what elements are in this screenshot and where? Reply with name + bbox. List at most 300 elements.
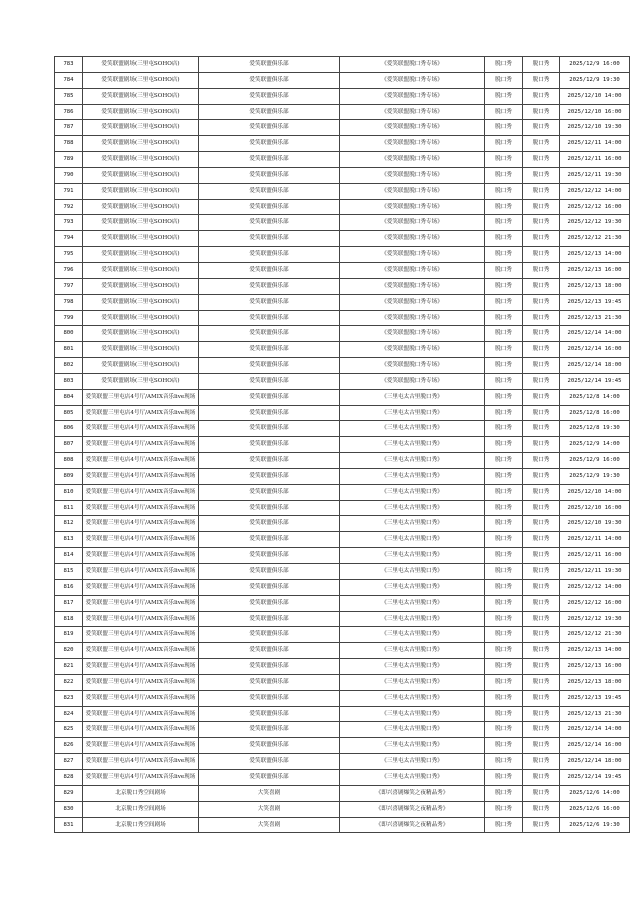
table-row xyxy=(55,120,630,136)
table-row xyxy=(55,659,630,675)
cell-show-title: 《即兴喜剧爆笑之夜精品秀》 xyxy=(340,785,485,801)
cell-datetime: 2025/12/13 21:30 xyxy=(560,706,630,722)
cell-venue: 爱笑联盟剧场(三里屯SOHO店) xyxy=(83,88,199,104)
table-row xyxy=(55,72,630,88)
schedule-table-body xyxy=(55,57,630,833)
cell-genre: 脱口秀 xyxy=(523,167,560,183)
cell-datetime: 2025/12/12 21:30 xyxy=(560,231,630,247)
cell-datetime: 2025/12/11 19:30 xyxy=(560,167,630,183)
cell-datetime: 2025/12/13 14:00 xyxy=(560,643,630,659)
cell-show-title: 《爱笑联盟脱口秀专场》 xyxy=(340,136,485,152)
cell-organizer: 大笑喜剧 xyxy=(199,801,340,817)
cell-organizer: 爱笑联盟俱乐部 xyxy=(199,659,340,675)
cell-datetime: 2025/12/11 14:00 xyxy=(560,136,630,152)
table-row xyxy=(55,437,630,453)
cell-genre: 脱口秀 xyxy=(523,231,560,247)
table-row xyxy=(55,247,630,263)
cell-show-title: 《三里屯太古里脱口秀》 xyxy=(340,564,485,580)
cell-category: 脱口秀 xyxy=(485,548,523,564)
cell-organizer: 爱笑联盟俱乐部 xyxy=(199,310,340,326)
cell-organizer: 爱笑联盟俱乐部 xyxy=(199,262,340,278)
cell-organizer: 爱笑联盟俱乐部 xyxy=(199,754,340,770)
cell-datetime: 2025/12/11 16:00 xyxy=(560,548,630,564)
cell-row-number: 801 xyxy=(55,342,83,358)
cell-show-title: 《爱笑联盟脱口秀专场》 xyxy=(340,247,485,263)
cell-show-title: 《三里屯太古里脱口秀》 xyxy=(340,405,485,421)
table-row xyxy=(55,468,630,484)
cell-organizer: 爱笑联盟俱乐部 xyxy=(199,72,340,88)
cell-organizer: 爱笑联盟俱乐部 xyxy=(199,579,340,595)
cell-show-title: 《爱笑联盟脱口秀专场》 xyxy=(340,215,485,231)
cell-organizer: 爱笑联盟俱乐部 xyxy=(199,643,340,659)
cell-genre: 脱口秀 xyxy=(523,595,560,611)
cell-organizer: 爱笑联盟俱乐部 xyxy=(199,373,340,389)
cell-row-number: 799 xyxy=(55,310,83,326)
cell-row-number: 831 xyxy=(55,817,83,833)
cell-genre: 脱口秀 xyxy=(523,57,560,73)
table-row xyxy=(55,532,630,548)
table-row xyxy=(55,183,630,199)
cell-venue: 爱笑联盟剧场(三里屯SOHO店) xyxy=(83,136,199,152)
cell-category: 脱口秀 xyxy=(485,516,523,532)
cell-show-title: 《爱笑联盟脱口秀专场》 xyxy=(340,199,485,215)
cell-row-number: 808 xyxy=(55,453,83,469)
cell-organizer: 爱笑联盟俱乐部 xyxy=(199,294,340,310)
schedule-table xyxy=(54,56,630,833)
cell-genre: 脱口秀 xyxy=(523,183,560,199)
cell-organizer: 爱笑联盟俱乐部 xyxy=(199,532,340,548)
table-row xyxy=(55,769,630,785)
cell-row-number: 796 xyxy=(55,262,83,278)
cell-row-number: 820 xyxy=(55,643,83,659)
cell-organizer: 爱笑联盟俱乐部 xyxy=(199,278,340,294)
cell-show-title: 《三里屯太古里脱口秀》 xyxy=(340,484,485,500)
cell-category: 脱口秀 xyxy=(485,104,523,120)
cell-show-title: 《三里屯太古里脱口秀》 xyxy=(340,643,485,659)
cell-venue: 爱笑联盟剧场(三里屯SOHO店) xyxy=(83,358,199,374)
cell-category: 脱口秀 xyxy=(485,405,523,421)
cell-show-title: 《三里屯太古里脱口秀》 xyxy=(340,468,485,484)
cell-genre: 脱口秀 xyxy=(523,342,560,358)
cell-datetime: 2025/12/14 16:00 xyxy=(560,738,630,754)
cell-organizer: 爱笑联盟俱乐部 xyxy=(199,453,340,469)
cell-genre: 脱口秀 xyxy=(523,674,560,690)
cell-category: 脱口秀 xyxy=(485,611,523,627)
cell-venue: 爱笑联盟剧场(三里屯SOHO店) xyxy=(83,262,199,278)
cell-organizer: 大笑喜剧 xyxy=(199,817,340,833)
cell-category: 脱口秀 xyxy=(485,136,523,152)
cell-organizer: 爱笑联盟俱乐部 xyxy=(199,231,340,247)
cell-genre: 脱口秀 xyxy=(523,754,560,770)
table-row xyxy=(55,801,630,817)
cell-organizer: 爱笑联盟俱乐部 xyxy=(199,247,340,263)
cell-row-number: 812 xyxy=(55,516,83,532)
cell-organizer: 爱笑联盟俱乐部 xyxy=(199,57,340,73)
cell-genre: 脱口秀 xyxy=(523,310,560,326)
cell-datetime: 2025/12/8 19:30 xyxy=(560,421,630,437)
cell-row-number: 811 xyxy=(55,500,83,516)
cell-show-title: 《三里屯太古里脱口秀》 xyxy=(340,421,485,437)
table-row xyxy=(55,516,630,532)
cell-genre: 脱口秀 xyxy=(523,722,560,738)
cell-venue: 北京脱口秀空间剧场 xyxy=(83,785,199,801)
cell-venue: 爱笑联盟剧场(三里屯SOHO店) xyxy=(83,231,199,247)
cell-row-number: 815 xyxy=(55,564,83,580)
cell-datetime: 2025/12/9 16:00 xyxy=(560,57,630,73)
cell-venue: 爱笑联盟剧场(三里屯SOHO店) xyxy=(83,215,199,231)
cell-row-number: 814 xyxy=(55,548,83,564)
cell-organizer: 爱笑联盟俱乐部 xyxy=(199,690,340,706)
cell-organizer: 爱笑联盟俱乐部 xyxy=(199,595,340,611)
cell-show-title: 《三里屯太古里脱口秀》 xyxy=(340,659,485,675)
cell-show-title: 《爱笑联盟脱口秀专场》 xyxy=(340,231,485,247)
cell-organizer: 爱笑联盟俱乐部 xyxy=(199,722,340,738)
cell-datetime: 2025/12/8 14:00 xyxy=(560,389,630,405)
cell-genre: 脱口秀 xyxy=(523,72,560,88)
cell-show-title: 《三里屯太古里脱口秀》 xyxy=(340,674,485,690)
cell-show-title: 《爱笑联盟脱口秀专场》 xyxy=(340,183,485,199)
table-row xyxy=(55,405,630,421)
cell-genre: 脱口秀 xyxy=(523,706,560,722)
cell-category: 脱口秀 xyxy=(485,659,523,675)
cell-venue: 爱笑联盟剧场(三里屯SOHO店) xyxy=(83,120,199,136)
cell-organizer: 爱笑联盟俱乐部 xyxy=(199,167,340,183)
cell-venue: 爱笑联盟剧场(三里屯SOHO店) xyxy=(83,152,199,168)
cell-datetime: 2025/12/14 18:00 xyxy=(560,754,630,770)
cell-row-number: 813 xyxy=(55,532,83,548)
cell-category: 脱口秀 xyxy=(485,437,523,453)
cell-category: 脱口秀 xyxy=(485,817,523,833)
cell-datetime: 2025/12/14 19:45 xyxy=(560,373,630,389)
cell-genre: 脱口秀 xyxy=(523,453,560,469)
cell-datetime: 2025/12/12 14:00 xyxy=(560,579,630,595)
cell-organizer: 爱笑联盟俱乐部 xyxy=(199,421,340,437)
cell-category: 脱口秀 xyxy=(485,738,523,754)
cell-venue: 爱笑联盟剧场(三里屯SOHO店) xyxy=(83,342,199,358)
cell-venue: 爱笑联盟三里屯店4号厅/AMIX音乐live现场 xyxy=(83,659,199,675)
cell-venue: 爱笑联盟三里屯店4号厅/AMIX音乐live现场 xyxy=(83,421,199,437)
cell-venue: 爱笑联盟剧场(三里屯SOHO店) xyxy=(83,199,199,215)
cell-genre: 脱口秀 xyxy=(523,136,560,152)
cell-datetime: 2025/12/12 19:30 xyxy=(560,611,630,627)
cell-organizer: 爱笑联盟俱乐部 xyxy=(199,120,340,136)
cell-organizer: 爱笑联盟俱乐部 xyxy=(199,358,340,374)
cell-show-title: 《爱笑联盟脱口秀专场》 xyxy=(340,104,485,120)
cell-organizer: 爱笑联盟俱乐部 xyxy=(199,468,340,484)
cell-genre: 脱口秀 xyxy=(523,405,560,421)
table-row xyxy=(55,358,630,374)
cell-datetime: 2025/12/12 16:00 xyxy=(560,199,630,215)
cell-category: 脱口秀 xyxy=(485,690,523,706)
table-row xyxy=(55,484,630,500)
cell-category: 脱口秀 xyxy=(485,247,523,263)
cell-datetime: 2025/12/8 16:00 xyxy=(560,405,630,421)
cell-venue: 北京脱口秀空间剧场 xyxy=(83,801,199,817)
table-row xyxy=(55,564,630,580)
cell-genre: 脱口秀 xyxy=(523,389,560,405)
table-row xyxy=(55,57,630,73)
cell-category: 脱口秀 xyxy=(485,231,523,247)
table-row xyxy=(55,310,630,326)
table-row xyxy=(55,579,630,595)
table-row xyxy=(55,389,630,405)
cell-genre: 脱口秀 xyxy=(523,817,560,833)
cell-category: 脱口秀 xyxy=(485,643,523,659)
cell-show-title: 《三里屯太古里脱口秀》 xyxy=(340,627,485,643)
cell-genre: 脱口秀 xyxy=(523,801,560,817)
cell-row-number: 806 xyxy=(55,421,83,437)
cell-category: 脱口秀 xyxy=(485,532,523,548)
cell-venue: 爱笑联盟三里屯店4号厅/AMIX音乐live现场 xyxy=(83,548,199,564)
cell-venue: 爱笑联盟三里屯店4号厅/AMIX音乐live现场 xyxy=(83,627,199,643)
cell-row-number: 802 xyxy=(55,358,83,374)
cell-category: 脱口秀 xyxy=(485,373,523,389)
table-row xyxy=(55,627,630,643)
cell-show-title: 《爱笑联盟脱口秀专场》 xyxy=(340,294,485,310)
cell-organizer: 爱笑联盟俱乐部 xyxy=(199,564,340,580)
cell-row-number: 793 xyxy=(55,215,83,231)
cell-datetime: 2025/12/6 19:30 xyxy=(560,817,630,833)
cell-organizer: 爱笑联盟俱乐部 xyxy=(199,500,340,516)
cell-category: 脱口秀 xyxy=(485,801,523,817)
table-row xyxy=(55,231,630,247)
cell-datetime: 2025/12/6 14:00 xyxy=(560,785,630,801)
cell-genre: 脱口秀 xyxy=(523,738,560,754)
cell-datetime: 2025/12/13 18:00 xyxy=(560,278,630,294)
table-row xyxy=(55,500,630,516)
cell-genre: 脱口秀 xyxy=(523,294,560,310)
cell-venue: 爱笑联盟三里屯店4号厅/AMIX音乐live现场 xyxy=(83,674,199,690)
cell-row-number: 810 xyxy=(55,484,83,500)
cell-genre: 脱口秀 xyxy=(523,262,560,278)
cell-organizer: 爱笑联盟俱乐部 xyxy=(199,342,340,358)
cell-venue: 爱笑联盟剧场(三里屯SOHO店) xyxy=(83,104,199,120)
cell-datetime: 2025/12/14 18:00 xyxy=(560,358,630,374)
cell-datetime: 2025/12/9 19:30 xyxy=(560,468,630,484)
cell-row-number: 798 xyxy=(55,294,83,310)
cell-show-title: 《爱笑联盟脱口秀专场》 xyxy=(340,120,485,136)
cell-datetime: 2025/12/12 14:00 xyxy=(560,183,630,199)
cell-genre: 脱口秀 xyxy=(523,278,560,294)
cell-category: 脱口秀 xyxy=(485,326,523,342)
cell-show-title: 《爱笑联盟脱口秀专场》 xyxy=(340,57,485,73)
cell-venue: 爱笑联盟三里屯店4号厅/AMIX音乐live现场 xyxy=(83,769,199,785)
cell-row-number: 816 xyxy=(55,579,83,595)
cell-genre: 脱口秀 xyxy=(523,627,560,643)
cell-organizer: 爱笑联盟俱乐部 xyxy=(199,326,340,342)
cell-datetime: 2025/12/9 19:30 xyxy=(560,72,630,88)
cell-genre: 脱口秀 xyxy=(523,247,560,263)
cell-genre: 脱口秀 xyxy=(523,88,560,104)
cell-organizer: 爱笑联盟俱乐部 xyxy=(199,548,340,564)
cell-category: 脱口秀 xyxy=(485,421,523,437)
table-row xyxy=(55,817,630,833)
cell-row-number: 827 xyxy=(55,754,83,770)
cell-datetime: 2025/12/13 16:00 xyxy=(560,262,630,278)
cell-show-title: 《三里屯太古里脱口秀》 xyxy=(340,548,485,564)
cell-organizer: 爱笑联盟俱乐部 xyxy=(199,611,340,627)
cell-datetime: 2025/12/10 16:00 xyxy=(560,500,630,516)
cell-datetime: 2025/12/11 19:30 xyxy=(560,564,630,580)
cell-row-number: 794 xyxy=(55,231,83,247)
cell-organizer: 爱笑联盟俱乐部 xyxy=(199,136,340,152)
cell-category: 脱口秀 xyxy=(485,72,523,88)
table-row xyxy=(55,611,630,627)
cell-row-number: 824 xyxy=(55,706,83,722)
cell-show-title: 《三里屯太古里脱口秀》 xyxy=(340,706,485,722)
cell-genre: 脱口秀 xyxy=(523,579,560,595)
cell-genre: 脱口秀 xyxy=(523,564,560,580)
cell-venue: 爱笑联盟三里屯店4号厅/AMIX音乐live现场 xyxy=(83,389,199,405)
table-row xyxy=(55,152,630,168)
cell-row-number: 821 xyxy=(55,659,83,675)
table-row xyxy=(55,722,630,738)
cell-show-title: 《爱笑联盟脱口秀专场》 xyxy=(340,326,485,342)
cell-organizer: 爱笑联盟俱乐部 xyxy=(199,183,340,199)
cell-venue: 爱笑联盟剧场(三里屯SOHO店) xyxy=(83,183,199,199)
cell-datetime: 2025/12/10 19:30 xyxy=(560,516,630,532)
cell-venue: 爱笑联盟三里屯店4号厅/AMIX音乐live现场 xyxy=(83,722,199,738)
table-row xyxy=(55,294,630,310)
cell-row-number: 795 xyxy=(55,247,83,263)
cell-category: 脱口秀 xyxy=(485,769,523,785)
cell-category: 脱口秀 xyxy=(485,167,523,183)
cell-datetime: 2025/12/13 16:00 xyxy=(560,659,630,675)
cell-row-number: 797 xyxy=(55,278,83,294)
cell-genre: 脱口秀 xyxy=(523,120,560,136)
cell-show-title: 《三里屯太古里脱口秀》 xyxy=(340,611,485,627)
cell-show-title: 《三里屯太古里脱口秀》 xyxy=(340,690,485,706)
cell-datetime: 2025/12/13 18:00 xyxy=(560,674,630,690)
cell-category: 脱口秀 xyxy=(485,199,523,215)
cell-venue: 爱笑联盟三里屯店4号厅/AMIX音乐live现场 xyxy=(83,437,199,453)
cell-category: 脱口秀 xyxy=(485,754,523,770)
table-row xyxy=(55,373,630,389)
cell-venue: 爱笑联盟三里屯店4号厅/AMIX音乐live现场 xyxy=(83,690,199,706)
cell-datetime: 2025/12/6 16:00 xyxy=(560,801,630,817)
table-row xyxy=(55,785,630,801)
cell-show-title: 《三里屯太古里脱口秀》 xyxy=(340,754,485,770)
cell-row-number: 805 xyxy=(55,405,83,421)
cell-venue: 爱笑联盟三里屯店4号厅/AMIX音乐live现场 xyxy=(83,516,199,532)
cell-datetime: 2025/12/12 16:00 xyxy=(560,595,630,611)
cell-category: 脱口秀 xyxy=(485,579,523,595)
cell-category: 脱口秀 xyxy=(485,342,523,358)
cell-venue: 爱笑联盟三里屯店4号厅/AMIX音乐live现场 xyxy=(83,453,199,469)
table-row xyxy=(55,104,630,120)
cell-datetime: 2025/12/10 14:00 xyxy=(560,484,630,500)
cell-genre: 脱口秀 xyxy=(523,358,560,374)
cell-datetime: 2025/12/9 16:00 xyxy=(560,453,630,469)
cell-genre: 脱口秀 xyxy=(523,690,560,706)
cell-venue: 北京脱口秀空间剧场 xyxy=(83,817,199,833)
cell-category: 脱口秀 xyxy=(485,183,523,199)
cell-row-number: 783 xyxy=(55,57,83,73)
cell-datetime: 2025/12/11 16:00 xyxy=(560,152,630,168)
cell-datetime: 2025/12/10 19:30 xyxy=(560,120,630,136)
cell-venue: 爱笑联盟剧场(三里屯SOHO店) xyxy=(83,373,199,389)
cell-show-title: 《三里屯太古里脱口秀》 xyxy=(340,532,485,548)
cell-row-number: 789 xyxy=(55,152,83,168)
cell-category: 脱口秀 xyxy=(485,358,523,374)
cell-genre: 脱口秀 xyxy=(523,532,560,548)
table-row xyxy=(55,674,630,690)
cell-genre: 脱口秀 xyxy=(523,215,560,231)
cell-row-number: 784 xyxy=(55,72,83,88)
cell-organizer: 爱笑联盟俱乐部 xyxy=(199,199,340,215)
cell-row-number: 803 xyxy=(55,373,83,389)
cell-show-title: 《爱笑联盟脱口秀专场》 xyxy=(340,72,485,88)
cell-category: 脱口秀 xyxy=(485,389,523,405)
cell-show-title: 《爱笑联盟脱口秀专场》 xyxy=(340,278,485,294)
cell-show-title: 《爱笑联盟脱口秀专场》 xyxy=(340,373,485,389)
cell-row-number: 830 xyxy=(55,801,83,817)
cell-category: 脱口秀 xyxy=(485,674,523,690)
cell-genre: 脱口秀 xyxy=(523,152,560,168)
cell-row-number: 790 xyxy=(55,167,83,183)
table-row xyxy=(55,199,630,215)
cell-row-number: 822 xyxy=(55,674,83,690)
cell-datetime: 2025/12/13 19:45 xyxy=(560,294,630,310)
cell-datetime: 2025/12/12 19:30 xyxy=(560,215,630,231)
cell-row-number: 785 xyxy=(55,88,83,104)
cell-datetime: 2025/12/14 16:00 xyxy=(560,342,630,358)
cell-venue: 爱笑联盟三里屯店4号厅/AMIX音乐live现场 xyxy=(83,500,199,516)
table-row xyxy=(55,754,630,770)
cell-show-title: 《三里屯太古里脱口秀》 xyxy=(340,453,485,469)
cell-row-number: 788 xyxy=(55,136,83,152)
cell-venue: 爱笑联盟剧场(三里屯SOHO店) xyxy=(83,326,199,342)
cell-row-number: 791 xyxy=(55,183,83,199)
cell-show-title: 《爱笑联盟脱口秀专场》 xyxy=(340,310,485,326)
cell-category: 脱口秀 xyxy=(485,310,523,326)
cell-row-number: 792 xyxy=(55,199,83,215)
cell-genre: 脱口秀 xyxy=(523,373,560,389)
cell-show-title: 《三里屯太古里脱口秀》 xyxy=(340,500,485,516)
cell-venue: 爱笑联盟三里屯店4号厅/AMIX音乐live现场 xyxy=(83,579,199,595)
cell-organizer: 大笑喜剧 xyxy=(199,785,340,801)
cell-category: 脱口秀 xyxy=(485,500,523,516)
table-row xyxy=(55,136,630,152)
cell-category: 脱口秀 xyxy=(485,88,523,104)
cell-genre: 脱口秀 xyxy=(523,659,560,675)
cell-datetime: 2025/12/11 14:00 xyxy=(560,532,630,548)
cell-datetime: 2025/12/13 19:45 xyxy=(560,690,630,706)
cell-venue: 爱笑联盟三里屯店4号厅/AMIX音乐live现场 xyxy=(83,738,199,754)
cell-row-number: 786 xyxy=(55,104,83,120)
cell-venue: 爱笑联盟三里屯店4号厅/AMIX音乐live现场 xyxy=(83,405,199,421)
cell-category: 脱口秀 xyxy=(485,215,523,231)
table-row xyxy=(55,690,630,706)
cell-row-number: 809 xyxy=(55,468,83,484)
cell-category: 脱口秀 xyxy=(485,152,523,168)
cell-row-number: 828 xyxy=(55,769,83,785)
cell-category: 脱口秀 xyxy=(485,484,523,500)
cell-genre: 脱口秀 xyxy=(523,437,560,453)
cell-venue: 爱笑联盟剧场(三里屯SOHO店) xyxy=(83,72,199,88)
cell-show-title: 《三里屯太古里脱口秀》 xyxy=(340,389,485,405)
table-row xyxy=(55,342,630,358)
cell-row-number: 787 xyxy=(55,120,83,136)
cell-show-title: 《三里屯太古里脱口秀》 xyxy=(340,516,485,532)
cell-venue: 爱笑联盟三里屯店4号厅/AMIX音乐live现场 xyxy=(83,564,199,580)
cell-show-title: 《三里屯太古里脱口秀》 xyxy=(340,579,485,595)
cell-organizer: 爱笑联盟俱乐部 xyxy=(199,88,340,104)
cell-genre: 脱口秀 xyxy=(523,769,560,785)
cell-show-title: 《三里屯太古里脱口秀》 xyxy=(340,722,485,738)
cell-venue: 爱笑联盟剧场(三里屯SOHO店) xyxy=(83,167,199,183)
cell-venue: 爱笑联盟剧场(三里屯SOHO店) xyxy=(83,310,199,326)
